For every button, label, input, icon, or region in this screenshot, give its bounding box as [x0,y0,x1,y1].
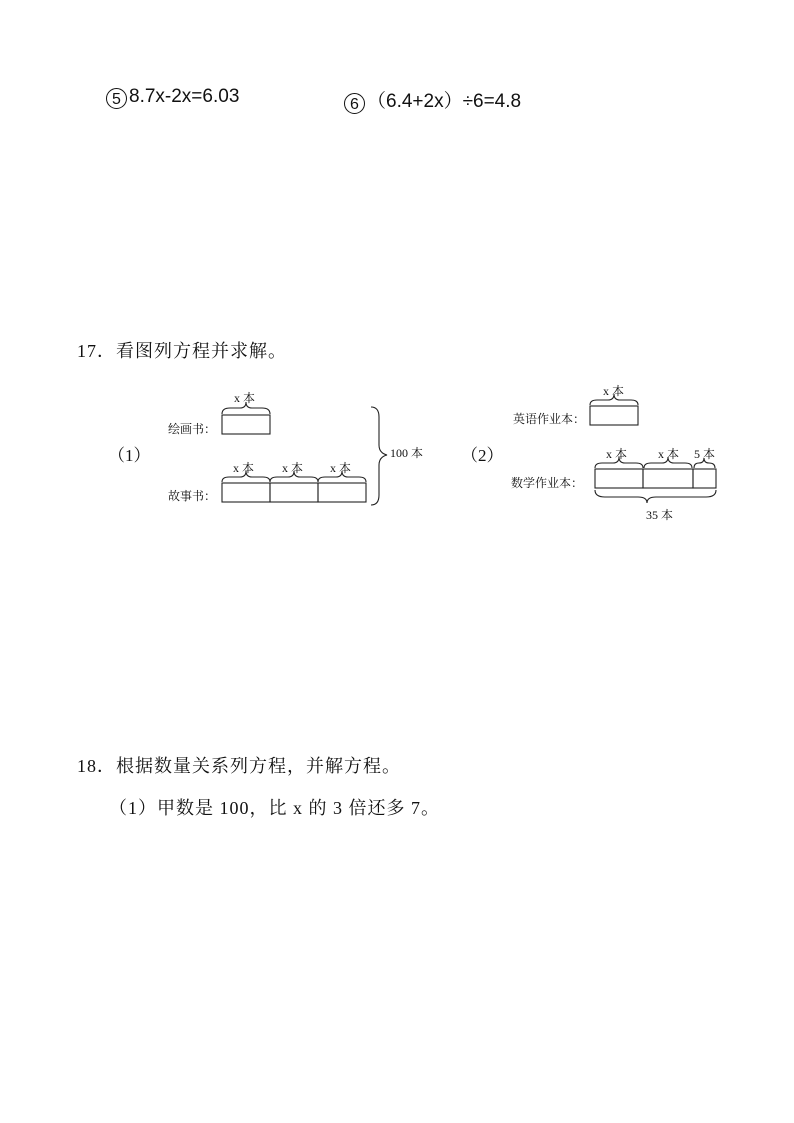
math-bar-extra [693,469,716,488]
story-brace-1 [222,471,270,482]
story-books-label: 故事书： [168,489,217,503]
question-17-title: 17．看图列方程并求解。 [77,341,287,361]
story-x-label-3: x 本 [330,461,352,475]
story-bar-2 [270,483,318,502]
part-1-label: （1） [108,446,151,465]
math-workbook-label: 数学作业本： [511,476,584,490]
equation-6-text: （6.4+2x）÷6=4.8 [367,91,522,112]
total-brace-100 [371,407,387,505]
english-workbook-label: 英语作业本： [513,412,586,426]
drawing-books-label: 绘画书： [168,422,217,436]
math-brace-1 [595,457,643,468]
question-18-sub-1: （1）甲数是 100，比 x 的 3 倍还多 7。 [109,798,440,818]
drawing-books-bar [222,415,270,434]
total-35-label: 35 本 [646,508,674,522]
drawing-x-label: x 本 [234,391,256,405]
story-x-label-2: x 本 [282,461,304,475]
math-brace-2 [644,457,692,468]
story-bar-3 [318,483,366,502]
equation-5-text: 8.7x-2x=6.03 [129,86,240,107]
english-bar [590,406,638,425]
story-x-label-1: x 本 [233,461,255,475]
story-brace-3 [318,471,366,482]
total-100-label: 100 本 [390,446,424,460]
question-18-title: 18．根据数量关系列方程，并解方程。 [77,756,401,776]
story-bar-1 [222,483,270,502]
total-brace-35 [595,490,716,503]
math-extra-label: 5 本 [694,447,716,461]
english-x-label: x 本 [603,384,625,398]
math-x-label-1: x 本 [606,447,628,461]
circled-number-5: 5 [106,88,127,109]
math-brace-extra [694,458,715,468]
math-bar-1 [595,469,643,488]
circled-number-6: 6 [344,93,365,114]
english-brace [590,394,638,405]
part-2-label: （2） [461,446,504,465]
math-bar-2 [643,469,693,488]
math-x-label-2: x 本 [658,447,680,461]
drawing-brace [222,402,270,414]
story-brace-2 [270,471,318,482]
